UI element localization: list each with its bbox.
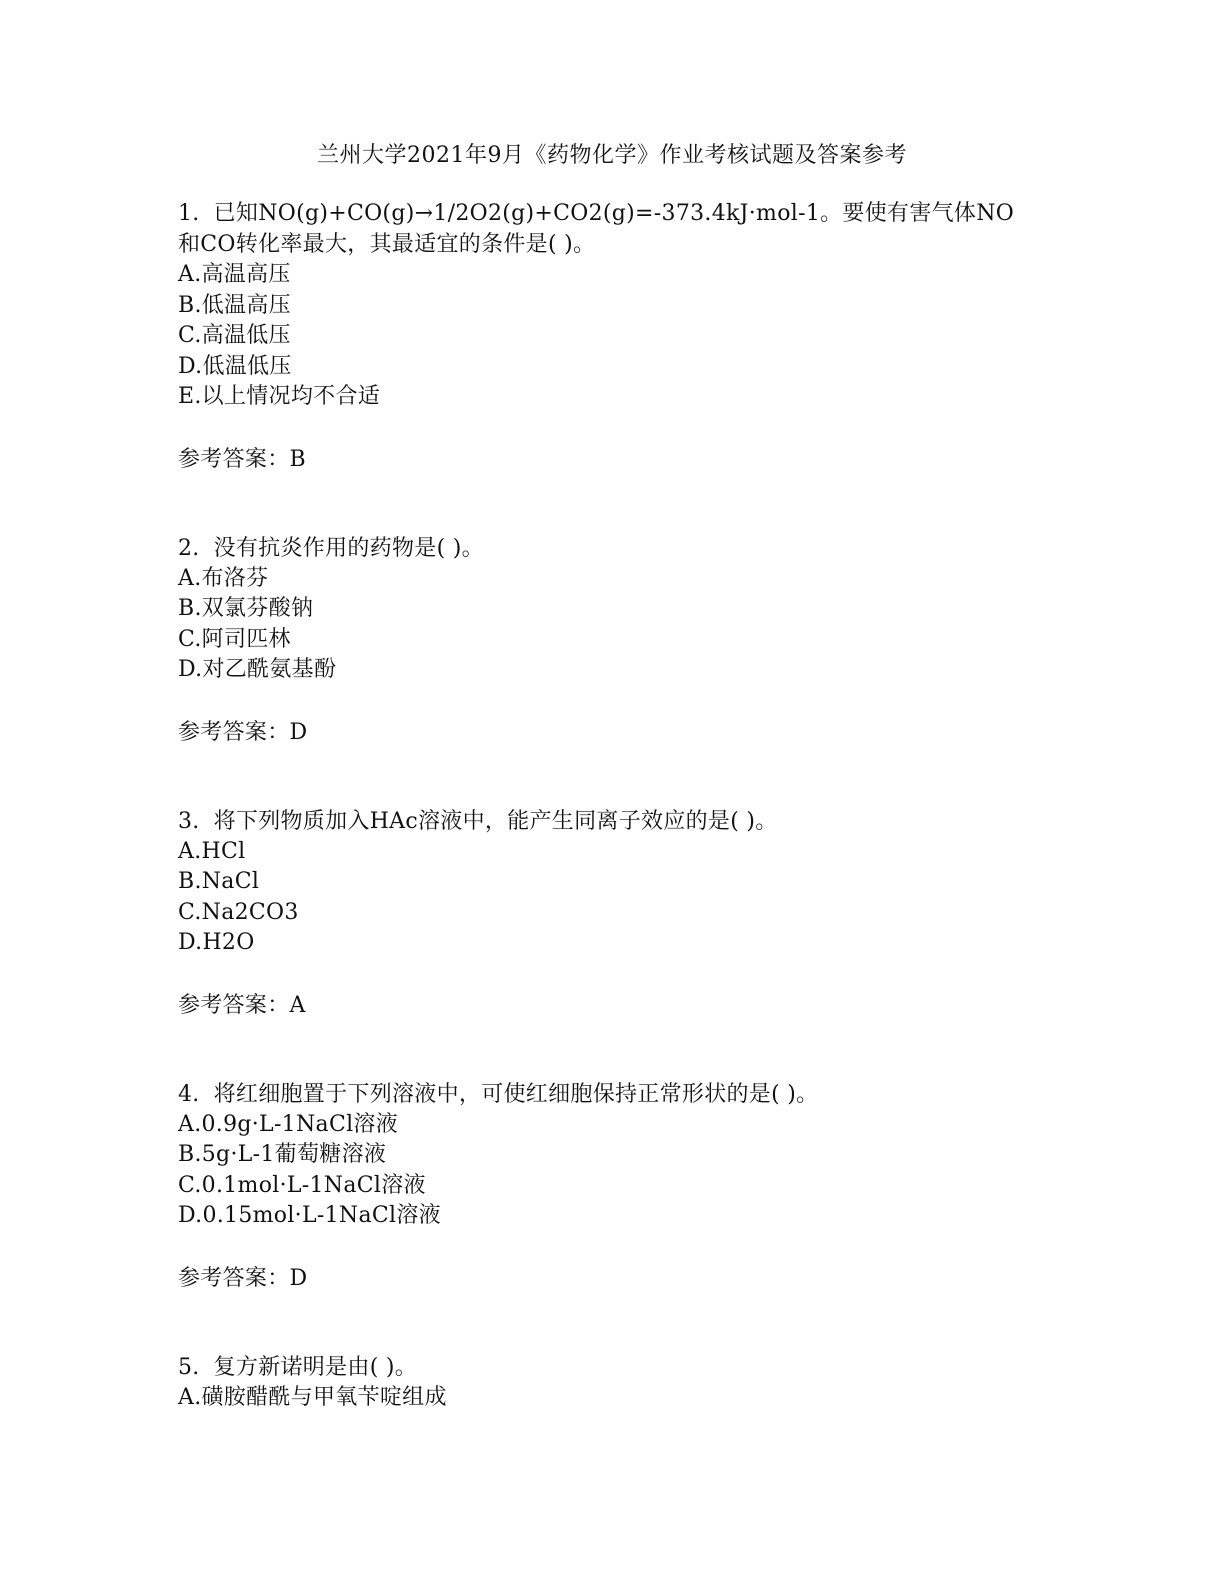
document-title: 兰州大学2021年9月《药物化学》作业考核试题及答案参考 [317,143,907,168]
option-c: C.高温低压 [178,323,291,348]
question-1 [178,198,1028,475]
reference-answer: 参考答案：D [178,1265,308,1291]
spacer [178,475,1028,533]
reference-answer: 参考答案：A [178,992,306,1018]
option-d: D.对乙酰氨基酚 [178,657,337,682]
option-list [178,260,1028,413]
question-4 [178,1079,1028,1294]
option-list [178,1110,1028,1232]
question-stem [178,806,1028,837]
option-c: C.0.1mol·L-1NaCl溶液 [178,1172,426,1198]
question-list [178,198,1028,1413]
option-a: A.HCl [178,838,246,864]
question-number: 3. [178,808,200,834]
question-number: 5. [178,1354,200,1380]
question-stem [178,1079,1028,1110]
option-a: A.0.9g·L-1NaCl溶液 [178,1111,399,1137]
question-text: 将下列物质加入HAc溶液中，能产生同离子效应的是( )。 [213,808,778,834]
question-text: 复方新诺明是由( )。 [213,1354,418,1380]
reference-answer: 参考答案：B [178,446,306,472]
reference-answer: 参考答案：D [178,719,308,745]
question-text: 没有抗炎作用的药物是( )。 [213,535,484,561]
option-b: B.低温高压 [178,292,291,318]
question-number: 4. [178,1081,200,1107]
question-2 [178,533,1028,748]
option-b: B.5g·L-1葡萄糖溶液 [178,1142,387,1167]
option-d: D.H2O [178,930,255,955]
question-text: 将红细胞置于下列溶液中，可使红细胞保持正常形状的是( )。 [213,1081,819,1107]
option-d: D.0.15mol·L-1NaCl溶液 [178,1203,441,1228]
option-e: E.以上情况均不合适 [178,384,381,409]
option-c: C.Na2CO3 [178,899,299,925]
option-list [178,564,1028,686]
question-stem [178,1352,1028,1383]
spacer [178,748,1028,806]
question-text: 已知NO(g)+CO(g)→1/2O2(g)+CO2(g)=-373.4kJ·mol-1。要使有害气体NO和CO转化率最大，其最适宜的条件是( )。 [178,201,1015,257]
question-number: 1. [178,201,200,226]
spacer [178,1021,1028,1079]
question-stem [178,198,1028,260]
question-number: 2. [178,535,200,561]
question-3 [178,806,1028,1021]
option-list [178,1383,1028,1414]
question-5 [178,1352,1028,1414]
spacer [178,1294,1028,1352]
option-d: D.低温低压 [178,353,292,379]
option-c: C.阿司匹林 [178,626,291,652]
option-b: B.NaCl [178,869,260,894]
option-b: B.双氯芬酸钠 [178,596,314,621]
question-stem [178,533,1028,564]
option-list [178,837,1028,959]
option-a: A.布洛芬 [178,565,269,591]
option-a: A.磺胺醋酰与甲氧苄啶组成 [178,1384,447,1410]
option-a: A.高温高压 [178,262,291,287]
